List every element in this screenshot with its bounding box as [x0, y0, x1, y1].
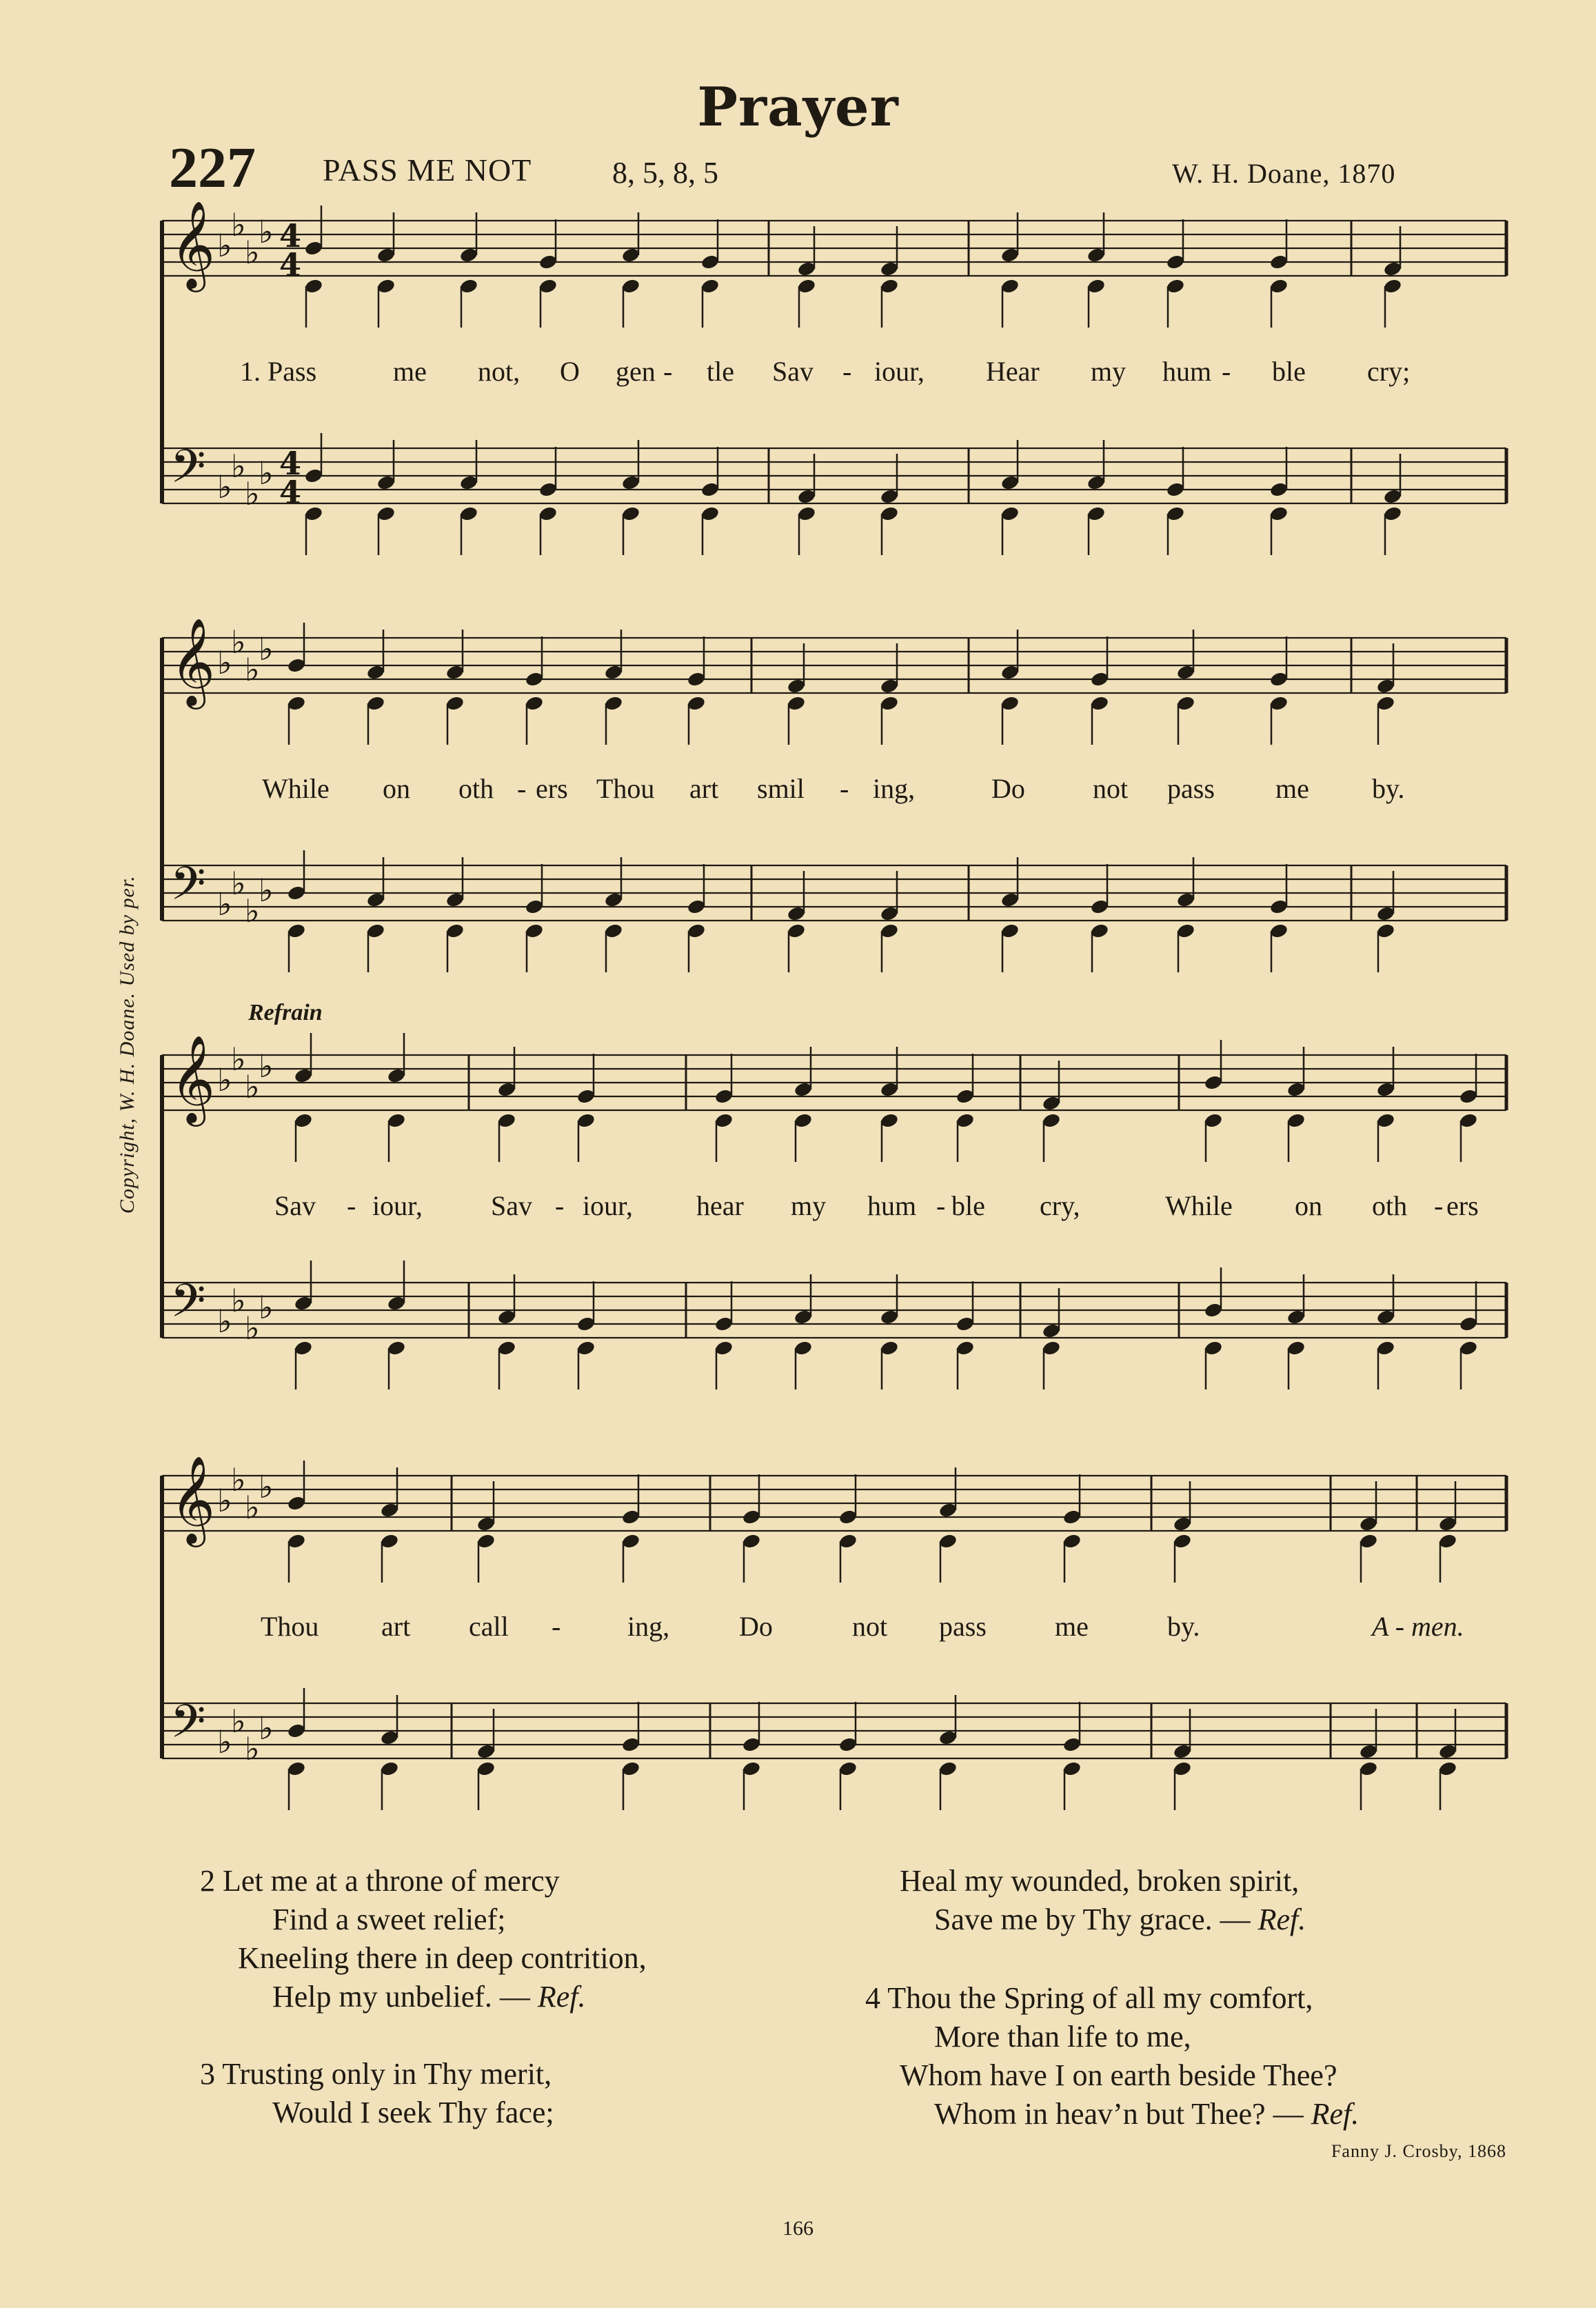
treble-clef: 𝄞 — [170, 1455, 216, 1543]
verse-text: Help my unbelief. — — [272, 1980, 538, 2014]
lyric-syllable: ble — [951, 1190, 985, 1221]
treble-clef: 𝄞 — [170, 200, 216, 288]
lyric-syllable: gen — [616, 356, 656, 387]
lyric-syllable: - — [1434, 1190, 1444, 1221]
lyric-syllable: - — [555, 1190, 565, 1221]
verse-line: 3 Trusting only in Thy merit, — [200, 2057, 552, 2091]
lyric-syllable: hum — [1162, 356, 1212, 387]
lyric-syllable: oth — [1372, 1190, 1408, 1221]
lyric-syllable: O — [560, 356, 580, 387]
flat-sign: ♭ — [245, 1489, 260, 1526]
lyric-syllable: me — [1275, 773, 1309, 804]
author: Fanny J. Crosby, 1868 — [1331, 2141, 1506, 2161]
lyric-syllable: not — [1093, 773, 1129, 804]
flat-sign: ♭ — [245, 892, 260, 930]
verse-2 — [200, 1862, 647, 2016]
lyric-syllable: Sav — [491, 1190, 532, 1221]
lyric-syllable: - — [663, 356, 673, 387]
time-signature: 4 — [279, 474, 302, 511]
time-signature: 4 — [279, 246, 302, 283]
flat-sign: ♭ — [259, 213, 274, 250]
verse-text: Save me by Thy grace. — — [934, 1903, 1258, 1936]
flat-sign: ♭ — [231, 623, 246, 661]
flat-sign: ♭ — [259, 1047, 274, 1085]
lyric-syllable: While — [1165, 1190, 1233, 1221]
verse-text: Whom in heav’n but Thee? — — [934, 2097, 1311, 2131]
treble-clef: 𝄞 — [170, 1034, 216, 1123]
composer: W. H. Doane, 1870 — [1172, 158, 1396, 189]
bass-clef: 𝄢 — [170, 440, 206, 504]
flat-sign: ♭ — [245, 475, 260, 512]
verse-line: More than life to me, — [934, 2020, 1191, 2054]
flat-sign: ♭ — [217, 885, 232, 923]
flat-sign: ♭ — [231, 1461, 246, 1498]
page-number: 166 — [782, 2217, 814, 2240]
lyric-syllable: by. — [1372, 773, 1405, 804]
lyric-syllable: Do — [991, 773, 1025, 804]
flat-sign: ♭ — [217, 1061, 232, 1098]
lyric-syllable: Hear — [986, 356, 1040, 387]
verse-line: Whom have I on earth beside Thee? — [900, 2058, 1337, 2092]
lyric-syllable: not — [852, 1611, 888, 1642]
flat-sign: ♭ — [259, 1709, 274, 1747]
hymn-number: 227 — [169, 136, 256, 200]
lyric-syllable: ers — [536, 773, 568, 804]
lyric-syllable: 1. Pass — [240, 356, 317, 387]
lyric-syllable: on — [383, 773, 410, 804]
bass-clef: 𝄢 — [170, 857, 206, 921]
flat-sign: ♭ — [245, 1309, 260, 1347]
verse-line: 2 Let me at a throne of mercy — [200, 1864, 560, 1898]
lyric-syllable: - — [842, 356, 852, 387]
lyric-syllable: hum — [867, 1190, 917, 1221]
ref-label: Ref. — [1257, 1903, 1306, 1936]
flat-sign: ♭ — [217, 227, 232, 264]
flat-sign: ♭ — [245, 234, 260, 271]
flat-sign: ♭ — [259, 454, 274, 492]
lyric-syllable: While — [262, 773, 330, 804]
tune-name: PASS ME NOT — [323, 152, 532, 188]
treble-clef: 𝄞 — [170, 617, 216, 705]
verse-line — [900, 1900, 1306, 1939]
lyric-syllable: Sav — [772, 356, 814, 387]
time-signature: 4 — [279, 445, 302, 482]
lyric-syllable: - — [552, 1611, 561, 1642]
flat-sign: ♭ — [245, 1068, 260, 1105]
flat-sign: ♭ — [259, 630, 274, 668]
bass-clef: 𝄢 — [170, 1274, 206, 1338]
lyric-syllable: oth — [458, 773, 494, 804]
lyric-syllable: Sav — [274, 1190, 316, 1221]
verse-line: Would I seek Thy face; — [272, 2096, 554, 2129]
bass-clef: 𝄢 — [170, 1695, 206, 1759]
section-title: Prayer — [697, 76, 899, 139]
flat-sign: ♭ — [259, 872, 274, 909]
verse-3 — [200, 2055, 554, 2132]
lyric-syllable: my — [791, 1190, 827, 1221]
lyric-syllable: me — [393, 356, 427, 387]
flat-sign: ♭ — [217, 644, 232, 681]
flat-sign: ♭ — [231, 865, 246, 902]
lyric-syllable: pass — [1167, 773, 1215, 804]
time-signature: 4 — [279, 217, 302, 254]
lyric-syllable: cry, — [1040, 1190, 1080, 1221]
verse-line: 4 Thou the Spring of all my comfort, — [865, 1981, 1313, 2015]
lyric-syllable: on — [1295, 1190, 1322, 1221]
ref-label: Ref. — [1311, 2097, 1360, 2131]
lyric-syllable: art — [689, 773, 719, 804]
lyric-syllable: tle — [707, 356, 734, 387]
flat-sign: ♭ — [259, 1289, 274, 1326]
lyric-syllable: - — [936, 1190, 946, 1221]
lyric-syllable: - — [840, 773, 849, 804]
lyric-syllable: - — [347, 1190, 356, 1221]
verse-line: Kneeling there in deep contrition, — [238, 1941, 647, 1975]
lyric-syllable: ers — [1446, 1190, 1479, 1221]
lyric-syllable: hear — [696, 1190, 744, 1221]
verse-line: Heal my wounded, broken spirit, — [900, 1864, 1300, 1898]
verse-line — [865, 2095, 1359, 2134]
lyric-syllable: iour, — [372, 1190, 423, 1221]
lyric-syllable: A - men. — [1372, 1611, 1464, 1642]
lyric-syllable: ble — [1272, 356, 1306, 387]
lyric-syllable: cry; — [1367, 356, 1411, 387]
ref-label: Ref. — [537, 1980, 586, 2014]
flat-sign: ♭ — [231, 448, 246, 485]
lyric-syllable: smil — [757, 773, 805, 804]
lyric-syllable: Thou — [596, 773, 655, 804]
lyric-syllable: Do — [739, 1611, 773, 1642]
verse-line: Find a sweet relief; — [272, 1903, 506, 1936]
lyric-syllable: pass — [939, 1611, 987, 1642]
lyric-syllable: iour, — [583, 1190, 633, 1221]
flat-sign: ♭ — [217, 1723, 232, 1760]
flat-sign: ♭ — [259, 1468, 274, 1505]
lyric-syllable: ing, — [873, 773, 916, 804]
flat-sign: ♭ — [217, 1303, 232, 1340]
flat-sign: ♭ — [217, 468, 232, 505]
lyric-syllable: not, — [478, 356, 521, 387]
lyric-syllable: call — [469, 1611, 509, 1642]
verse-line — [200, 1978, 647, 2016]
flat-sign: ♭ — [245, 1730, 260, 1767]
lyric-syllable: ing, — [627, 1611, 670, 1642]
flat-sign: ♭ — [231, 1282, 246, 1319]
flat-sign: ♭ — [217, 1482, 232, 1519]
lyric-syllable: - — [1222, 356, 1231, 387]
lyric-syllable: by. — [1167, 1611, 1200, 1642]
refrain-label: Refrain — [248, 1000, 323, 1025]
flat-sign: ♭ — [231, 1041, 246, 1078]
flat-sign: ♭ — [231, 206, 246, 243]
lyric-syllable: Thou — [261, 1611, 319, 1642]
lyric-syllable: - — [517, 773, 527, 804]
copyright-note: Copyright, W. H. Doane. Used by per. — [116, 875, 139, 1214]
verse-3-continued — [900, 1862, 1306, 1939]
lyric-syllable: iour, — [874, 356, 925, 387]
lyric-syllable: my — [1091, 356, 1127, 387]
meter: 8, 5, 8, 5 — [612, 156, 718, 190]
verse-4 — [865, 1979, 1359, 2134]
flat-sign: ♭ — [231, 1703, 246, 1740]
lyric-syllable: art — [381, 1611, 411, 1642]
flat-sign: ♭ — [245, 651, 260, 688]
lyric-syllable: me — [1055, 1611, 1089, 1642]
